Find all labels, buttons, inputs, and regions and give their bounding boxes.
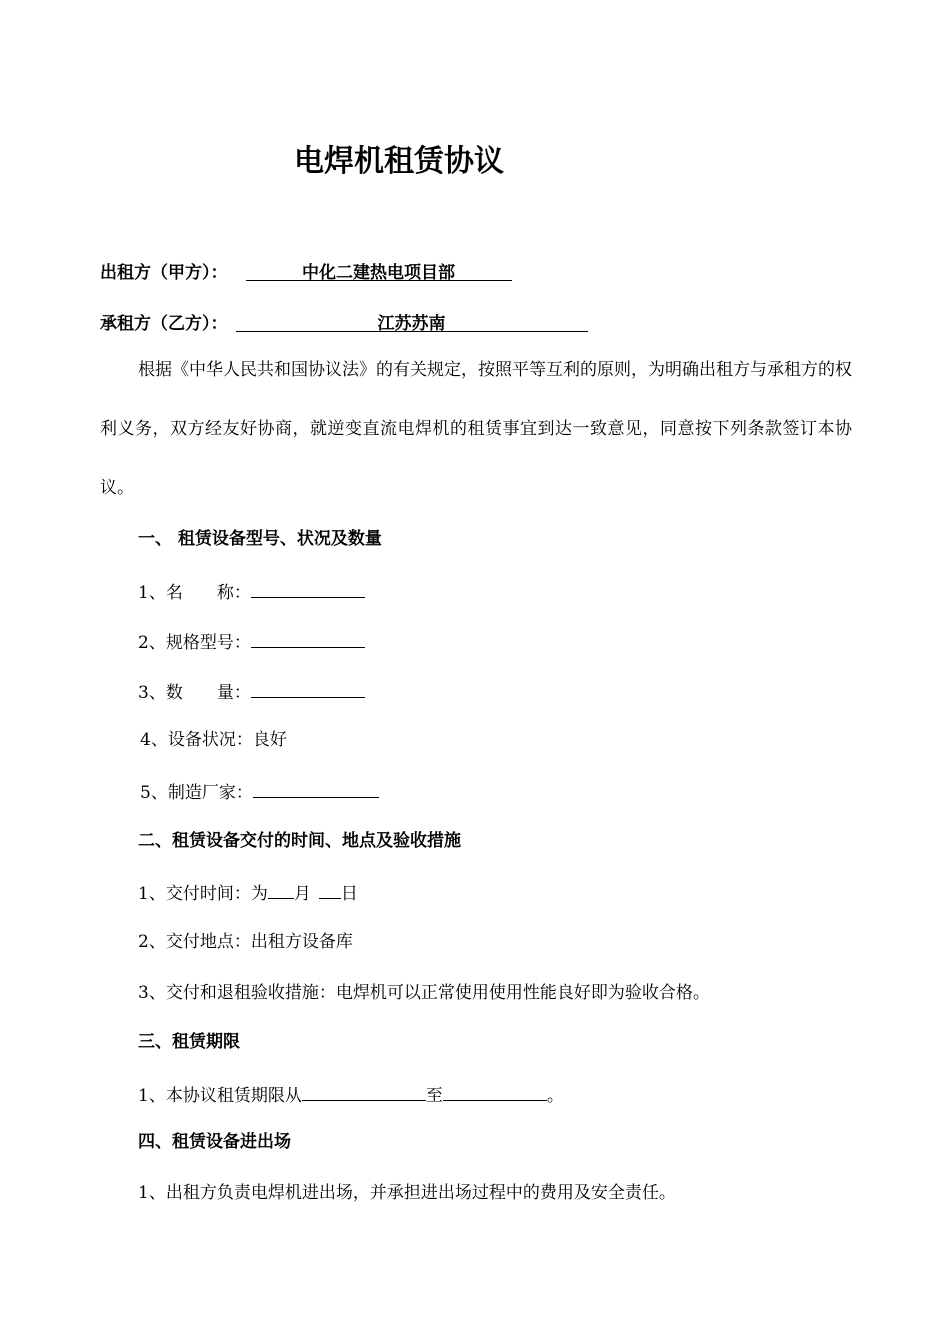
lessee-label: 承租方（乙方）： [100,314,228,334]
lessee-value: 江苏苏南 [236,313,588,332]
section1-item2 [138,629,365,654]
lessor-line [100,262,512,284]
section3-heading: 三、租赁期限 [138,1032,240,1052]
item-quantity-label: 3、数 量： [138,683,251,703]
delivery-day-blank [319,880,341,899]
section2-item2: 2、交付地点：出租方设备库 [138,932,353,952]
section2-item1 [138,880,358,905]
delivery-time-label: 1、交付时间：为 [138,884,268,904]
lease-period-label: 1、本协议租赁期限从 [138,1086,302,1106]
document-title: 电焊机租赁协议 [294,144,504,179]
item-model-blank [251,629,365,648]
item-name-label: 1、名 称： [138,583,251,603]
lessor-label: 出租方（甲方）： [100,263,228,283]
item-model-label: 2、规格型号： [138,633,251,653]
delivery-month-label: 月 [293,884,311,904]
section2-item3: 3、交付和退租验收措施：电焊机可以正常使用使用性能良好即为验收合格。 [138,983,710,1003]
section1-item3 [138,679,365,704]
lessee-line [100,313,588,335]
section1-item4: 4、设备状况：良好 [140,730,287,750]
lessor-value: 中化二建热电项目部 [246,262,512,281]
delivery-day-label: 日 [340,884,358,904]
section4-item1: 1、出租方负责电焊机进出场，并承担进出场过程中的费用及安全责任。 [138,1183,676,1203]
lease-period-end: 。 [546,1086,564,1106]
delivery-month-blank [268,880,294,899]
section1-item5 [140,779,379,804]
intro-paragraph: 根据《中华人民共和国协议法》的有关规定，按照平等互利的原则，为明确出租方与承租方的权利义务，双方经友好协商，就逆变直流电焊机的租赁事宜到达一致意见，同意按下列条款签订本协议。 [100,360,852,498]
item-manufacturer-blank [253,779,379,798]
lease-start-blank [302,1082,426,1101]
lease-to-label: 至 [425,1086,443,1106]
lease-end-blank [443,1082,547,1101]
section1-heading: 一、 租赁设备型号、状况及数量 [138,529,382,549]
section3-item1 [138,1082,564,1107]
section2-heading: 二、租赁设备交付的时间、地点及验收措施 [138,831,461,851]
item-name-blank [251,579,365,598]
item-manufacturer-label: 5、制造厂家： [140,783,253,803]
section1-item1 [138,579,365,604]
section4-heading: 四、租赁设备进出场 [138,1132,291,1152]
item-quantity-blank [251,679,365,698]
